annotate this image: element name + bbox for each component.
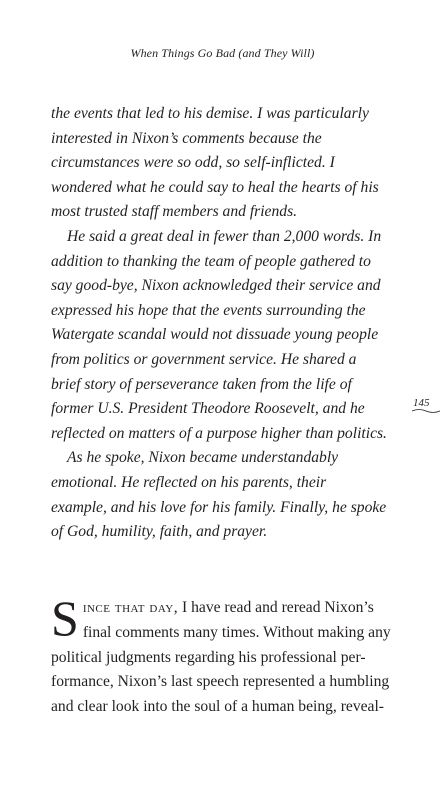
italic-quote-section	[51, 102, 396, 545]
text-line: Watergate scandal would not dissuade young people	[51, 326, 379, 344]
page-number-flourish-icon	[411, 408, 441, 414]
text-line: from politics or government service. He shared a	[51, 350, 357, 368]
drop-cap: S	[51, 590, 79, 646]
text-line: most trusted staff members and friends.	[51, 203, 298, 221]
text-line: brief story of perseverance taken from the life of	[51, 375, 352, 393]
text-line: He said a great deal in fewer than 2,000 words. In	[67, 227, 382, 245]
text-line: emotional. He reflected on his parents, their	[51, 473, 327, 491]
text-line: addition to thanking the team of people gathered to	[51, 252, 371, 270]
text-line: reflected on matters of a purpose higher than politics.	[51, 424, 387, 442]
text-line: former U.S. President Theodore Roosevelt, and he	[51, 400, 365, 418]
text-line: say good-bye, Nixon acknowledged their service and	[51, 277, 381, 295]
text-line: final comments many times. Without making any	[82, 623, 391, 641]
text-line: interested in Nixon’s comments because the	[51, 129, 322, 147]
text-line: expressed his hope that the events surrounding the	[51, 301, 366, 319]
small-caps-lead: ince that day,	[82, 599, 179, 616]
text-segment: I have read and reread Nixon’s	[178, 599, 374, 616]
running-header: When Things Go Bad (and They Will)	[130, 46, 315, 60]
page-number-text: 145	[413, 397, 430, 409]
text-line: political judgments regarding his professional per-	[51, 648, 366, 666]
paragraph	[51, 102, 396, 225]
text-line: circumstances were so odd, so self-inflicted. I	[51, 154, 335, 172]
text-line: the events that led to his demise. I was particularly	[51, 105, 369, 122]
page-number	[413, 397, 430, 409]
paragraph	[51, 446, 396, 544]
paragraph	[51, 225, 396, 446]
text-line: formance, Nixon’s last speech represented a humbling	[51, 673, 390, 691]
body-text-section	[51, 590, 396, 720]
text-line: As he spoke, Nixon became understandably	[67, 449, 339, 467]
text-line	[51, 596, 396, 621]
text-line: example, and his love for his family. Finally, he spoke	[51, 498, 387, 516]
text-line: of God, humility, faith, and prayer.	[51, 523, 268, 541]
text-line: and clear look into the soul of a human being, reveal-	[51, 698, 384, 716]
text-line: wondered what he could say to heal the hearts of his	[51, 178, 379, 196]
